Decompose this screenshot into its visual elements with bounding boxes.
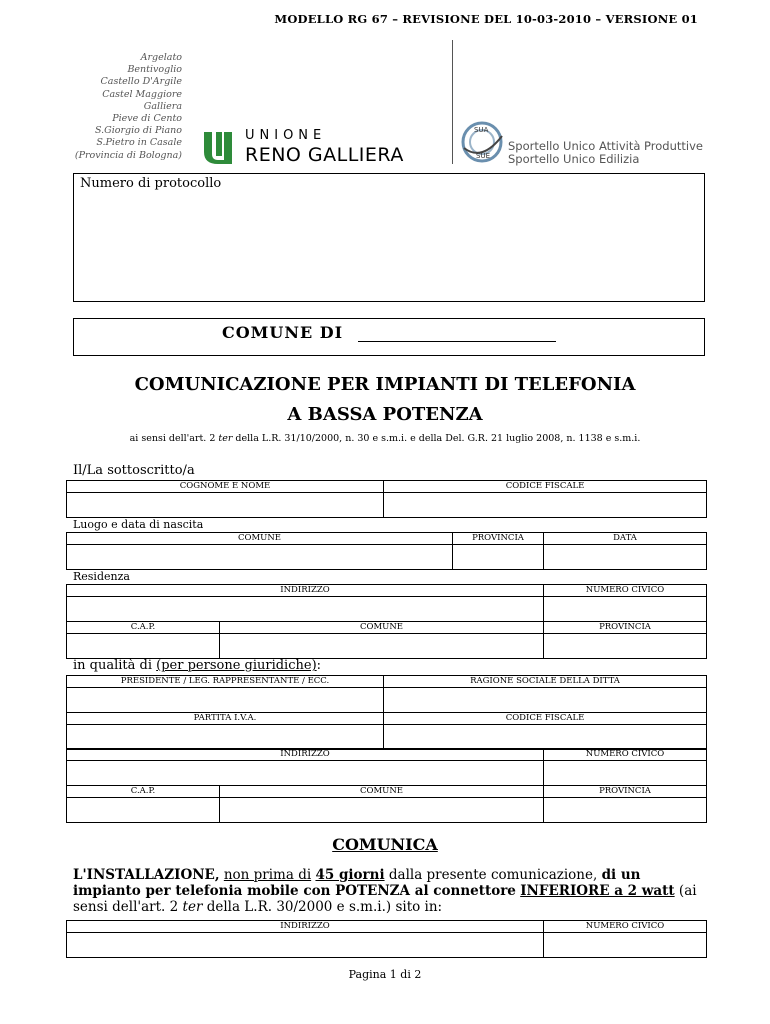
nascita-provincia-field[interactable]: [453, 545, 544, 570]
legal-post: della L.R. 31/10/2000, n. 30 e s.m.i. e della Del. G.R. 21 luglio 2008, n. 1138 e s.m.i.: [232, 433, 641, 444]
comune-label: COMUNE DI: [222, 323, 344, 342]
town-item: Bentivoglio: [127, 64, 182, 76]
legal-reference: [60, 433, 710, 444]
partita-iva-header: PARTITA I.V.A.: [67, 713, 384, 725]
installazione-paragraph: [73, 867, 705, 915]
para-ter: ter: [182, 899, 203, 915]
nascita-label: Luogo e data di nascita: [73, 518, 204, 531]
nascita-comune-field[interactable]: [67, 545, 453, 570]
para-non-prima: non prima di: [223, 867, 312, 883]
codice-fiscale-field[interactable]: [384, 493, 707, 518]
page-number: Pagina 1 di 2: [348, 968, 422, 981]
para-inferiore: INFERIORE a 2 watt: [520, 883, 675, 899]
ditta-codice-fiscale-header: CODICE FISCALE: [384, 713, 707, 725]
comune-box[interactable]: [73, 318, 705, 356]
document-header-title: MODELLO RG 67 – REVISIONE DEL 10-03-2010 – VERSIONE 01: [274, 12, 698, 26]
suap-line1: Sportello Unico Attività Produttive: [508, 139, 703, 153]
codice-fiscale-header: CODICE FISCALE: [384, 481, 707, 493]
ditta-city-table: [66, 785, 707, 823]
sito-civico-header: NUMERO CIVICO: [544, 921, 707, 933]
residenza-indirizzo-field[interactable]: [67, 597, 544, 622]
town-item: S.Giorgio di Piano: [94, 125, 182, 137]
sito-indirizzo-field[interactable]: [67, 933, 544, 958]
svg-text:SUA: SUA: [474, 126, 489, 134]
qualita-label-post: :: [316, 658, 322, 673]
residenza-civico-header: NUMERO CIVICO: [544, 585, 707, 597]
ditta-provincia-header: PROVINCIA: [544, 786, 707, 798]
para-ai-sensi: (ai sensi dell'art. 2: [73, 883, 697, 915]
qualita-ditta-table: [66, 675, 707, 750]
nascita-table: [66, 532, 707, 570]
ditta-comune-header: COMUNE: [220, 786, 544, 798]
ditta-comune-field[interactable]: [220, 798, 544, 823]
para-impianto: di un impianto per telefonia mobile con POTENZA al connettore: [73, 867, 641, 899]
suap-logo-icon: [458, 118, 508, 170]
legal-ter: ter: [218, 433, 233, 444]
ditta-indirizzo-field[interactable]: [67, 761, 544, 786]
residenza-city-table: [66, 621, 707, 659]
residenza-cap-header: C.A.P.: [67, 622, 220, 634]
suap-line2: Sportello Unico Edilizia: [508, 152, 640, 166]
residenza-label: Residenza: [73, 570, 130, 583]
qualita-label: [73, 658, 321, 673]
nascita-data-field[interactable]: [544, 545, 707, 570]
para-installazione: L'INSTALLAZIONE,: [73, 867, 220, 883]
residenza-provincia-header: PROVINCIA: [544, 622, 707, 634]
protocollo-box[interactable]: [73, 173, 705, 302]
presidente-field[interactable]: [67, 688, 384, 713]
partita-iva-field[interactable]: [67, 725, 384, 750]
para-dalla: dalla presente comunicazione,: [388, 867, 598, 883]
legal-pre: ai sensi dell'art. 2: [129, 433, 219, 444]
sottoscritto-table: [66, 480, 707, 518]
town-item: (Provincia di Bologna): [74, 149, 182, 161]
ditta-cap-header: C.A.P.: [67, 786, 220, 798]
ditta-civico-header: NUMERO CIVICO: [544, 749, 707, 761]
ragione-sociale-header: RAGIONE SOCIALE DELLA DITTA: [384, 676, 707, 688]
ditta-address-table: [66, 748, 707, 786]
residenza-cap-field[interactable]: [67, 634, 220, 659]
qualita-label-pre: in qualità di: [73, 658, 157, 673]
document-title-line2: A BASSA POTENZA: [287, 404, 483, 425]
residenza-civico-field[interactable]: [544, 597, 707, 622]
residenza-comune-field[interactable]: [220, 634, 544, 659]
sito-table: [66, 920, 707, 958]
sito-indirizzo-header: INDIRIZZO: [67, 921, 544, 933]
ditta-provincia-field[interactable]: [544, 798, 707, 823]
town-item: Castello D'Argile: [100, 76, 182, 88]
protocollo-label: Numero di protocollo: [80, 176, 222, 191]
cognome-nome-field[interactable]: [67, 493, 384, 518]
sito-civico-field[interactable]: [544, 933, 707, 958]
logo-unione-text: UNIONE: [245, 128, 327, 143]
residenza-comune-header: COMUNE: [220, 622, 544, 634]
residenza-indirizzo-header: INDIRIZZO: [67, 585, 544, 597]
residenza-provincia-field[interactable]: [544, 634, 707, 659]
residenza-address-table: [66, 584, 707, 622]
ragione-sociale-field[interactable]: [384, 688, 707, 713]
nascita-data-header: DATA: [544, 533, 707, 545]
town-item: Castel Maggiore: [102, 88, 182, 100]
town-item: Pieve di Cento: [112, 113, 182, 125]
unione-logo-icon: [202, 130, 240, 170]
logo-name-text: RENO GALLIERA: [245, 144, 404, 166]
sottoscritto-label: Il/La sottoscritto/a: [73, 463, 195, 478]
comunica-title: COMUNICA: [332, 835, 438, 854]
nascita-comune-header: COMUNE: [67, 533, 453, 545]
header-divider: [452, 40, 453, 164]
suap-title: [508, 140, 703, 166]
document-title-line1: COMUNICAZIONE PER IMPIANTI DI TELEFONIA: [134, 374, 636, 395]
member-towns-list: [60, 52, 182, 162]
presidente-header: PRESIDENTE / LEG. RAPPRESENTANTE / ECC.: [67, 676, 384, 688]
ditta-codice-fiscale-field[interactable]: [384, 725, 707, 750]
town-item: S.Pietro in Casale: [96, 137, 182, 149]
para-lr: della L.R. 30/2000 e s.m.i.) sito in:: [206, 899, 443, 915]
comune-blank-line: [358, 341, 556, 342]
svg-text:SUE: SUE: [476, 152, 490, 160]
para-45-giorni: 45 giorni: [315, 867, 385, 883]
ditta-civico-field[interactable]: [544, 761, 707, 786]
ditta-cap-field[interactable]: [67, 798, 220, 823]
town-item: Galliera: [143, 100, 182, 112]
nascita-provincia-header: PROVINCIA: [453, 533, 544, 545]
ditta-indirizzo-header: INDIRIZZO: [67, 749, 544, 761]
town-item: Argelato: [140, 52, 182, 63]
cognome-nome-header: COGNOME E NOME: [67, 481, 384, 493]
qualita-label-underlined: (per persone giuridiche): [156, 658, 317, 673]
